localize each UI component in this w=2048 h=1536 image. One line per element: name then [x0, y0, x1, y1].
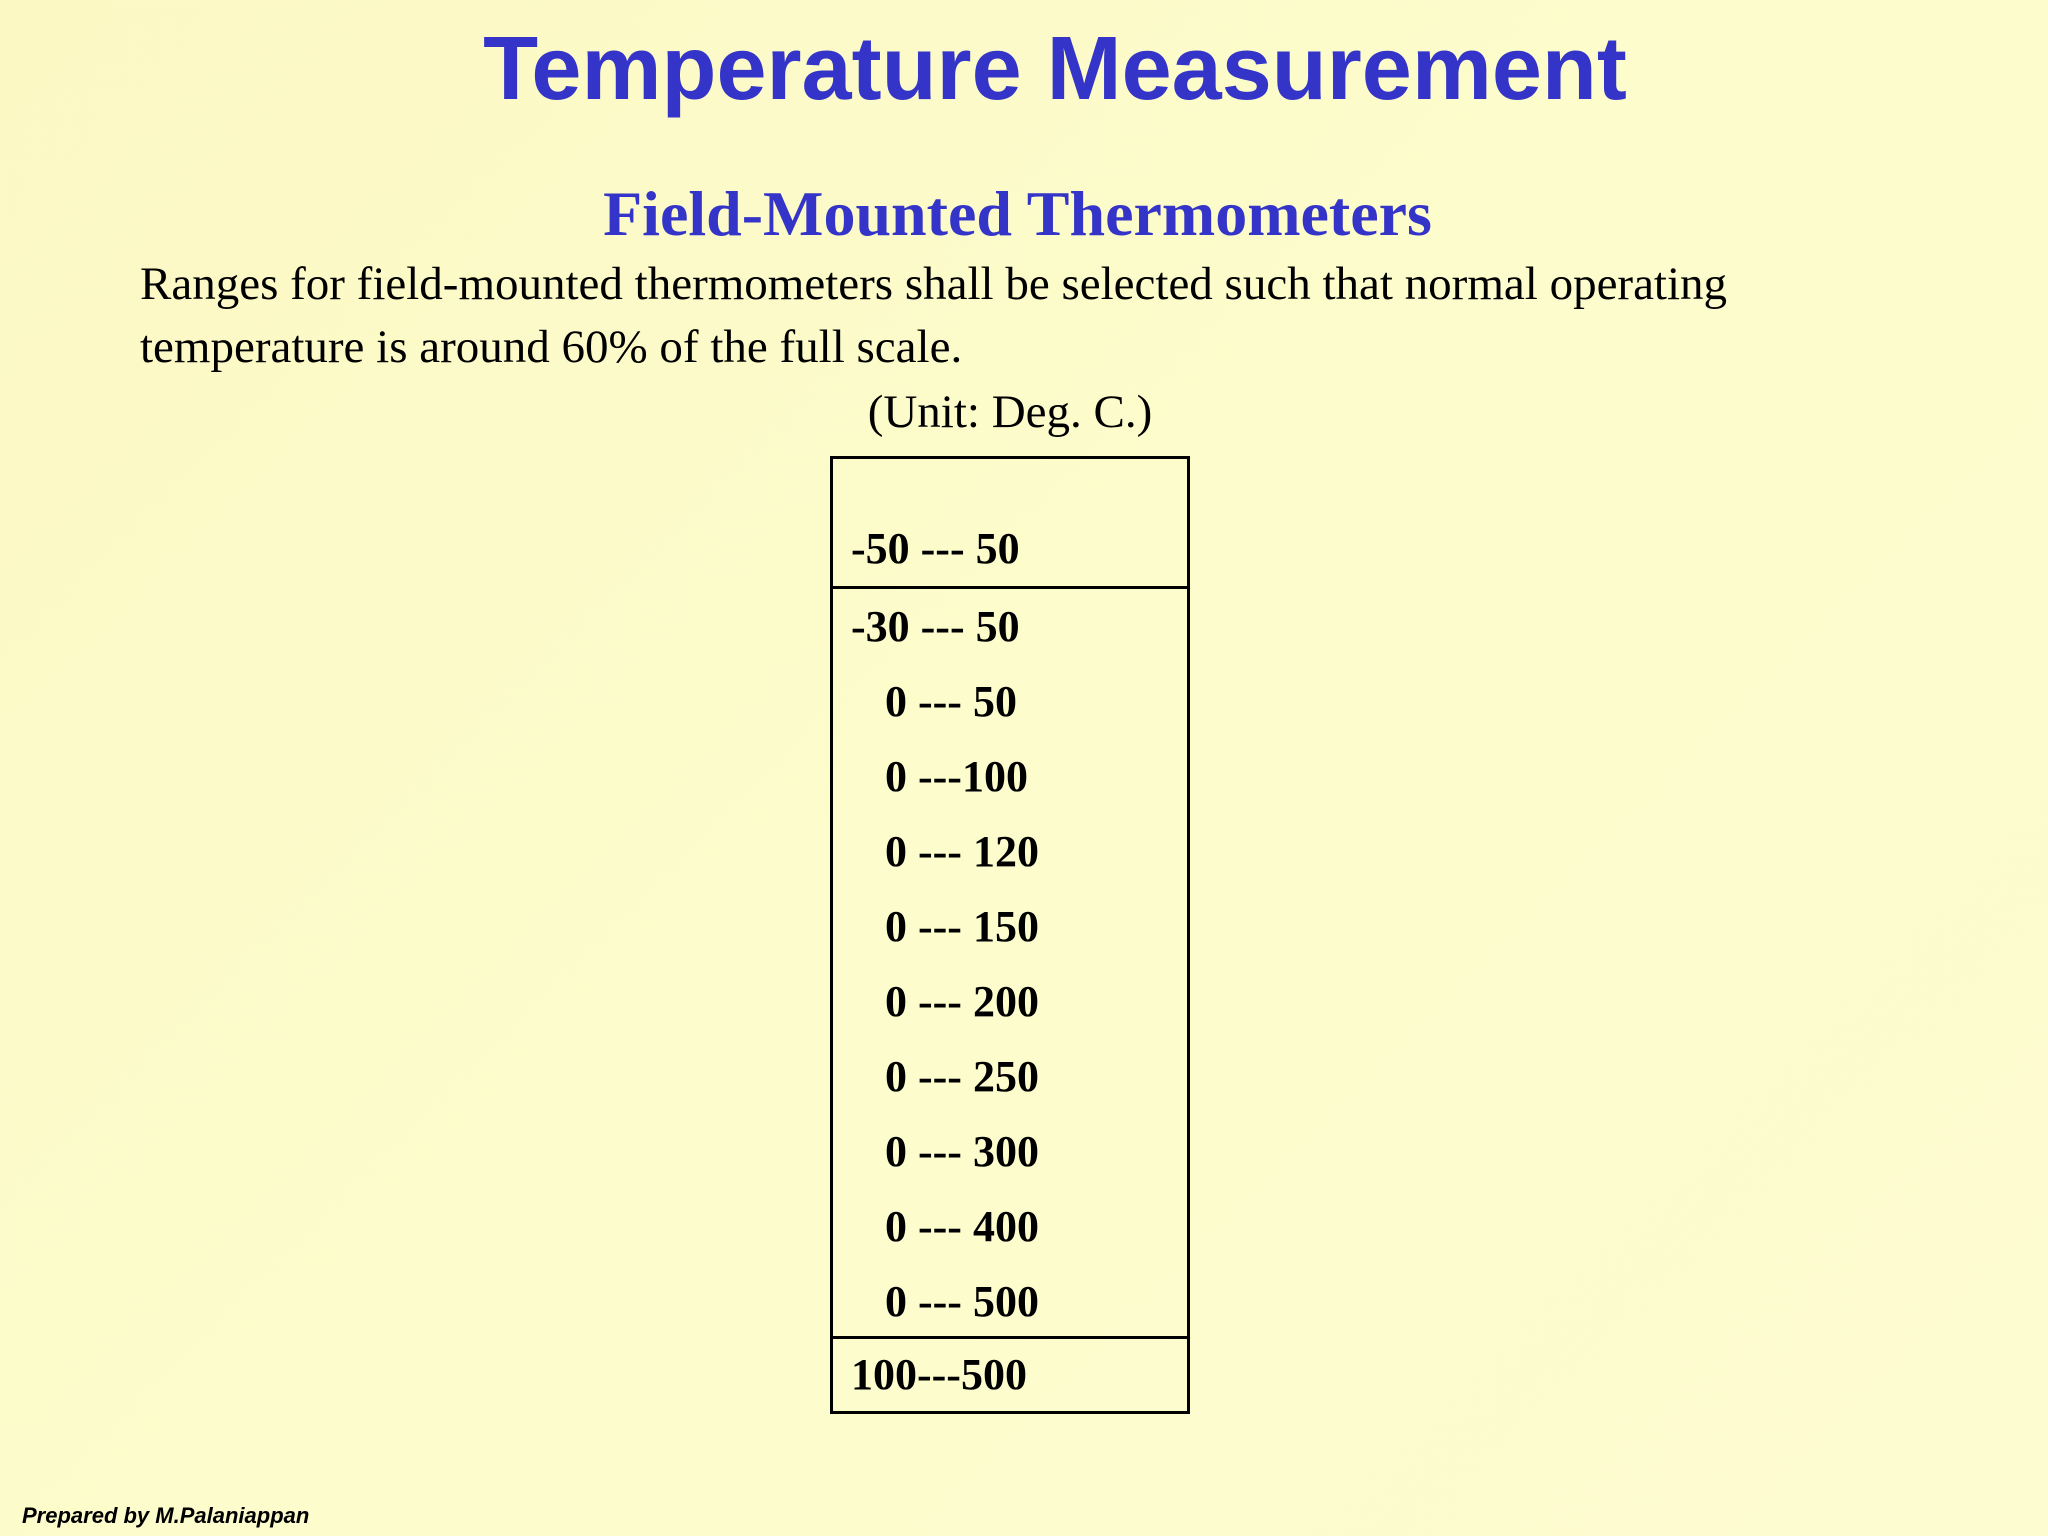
range-row: 0 --- 200: [885, 977, 1039, 1026]
footer-credit: Prepared by M.Palaniappan: [22, 1503, 310, 1528]
unit-label: (Unit: Deg. C.): [867, 386, 1153, 438]
slide-title: Temperature Measurement: [483, 19, 1627, 119]
range-group-last: [833, 1336, 1187, 1411]
range-row: 0 --- 400: [885, 1202, 1039, 1251]
range-row: 0 --- 300: [885, 1127, 1039, 1176]
body-line: temperature is around 60% of the full scale.: [140, 321, 963, 373]
range-row: 0 --- 120: [885, 827, 1039, 876]
range-row: -50 --- 50: [851, 524, 1020, 573]
range-group-middle: [833, 586, 1187, 1336]
range-row: 0 ---100: [885, 752, 1028, 801]
body-paragraph: [140, 253, 2020, 379]
range-table: [830, 456, 1190, 1414]
body-line: Ranges for field-mounted thermometers shall be selected such that normal operating: [140, 258, 1728, 310]
range-row: 0 --- 50: [885, 677, 1017, 726]
range-row: 0 --- 150: [885, 902, 1039, 951]
range-row: 0 --- 250: [885, 1052, 1039, 1101]
range-row: 100---500: [851, 1350, 1027, 1399]
range-group-first: [833, 459, 1187, 586]
range-row: -30 --- 50: [851, 602, 1020, 651]
range-row: 0 --- 500: [885, 1277, 1039, 1326]
slide-subtitle: Field-Mounted Thermometers: [603, 178, 1432, 249]
